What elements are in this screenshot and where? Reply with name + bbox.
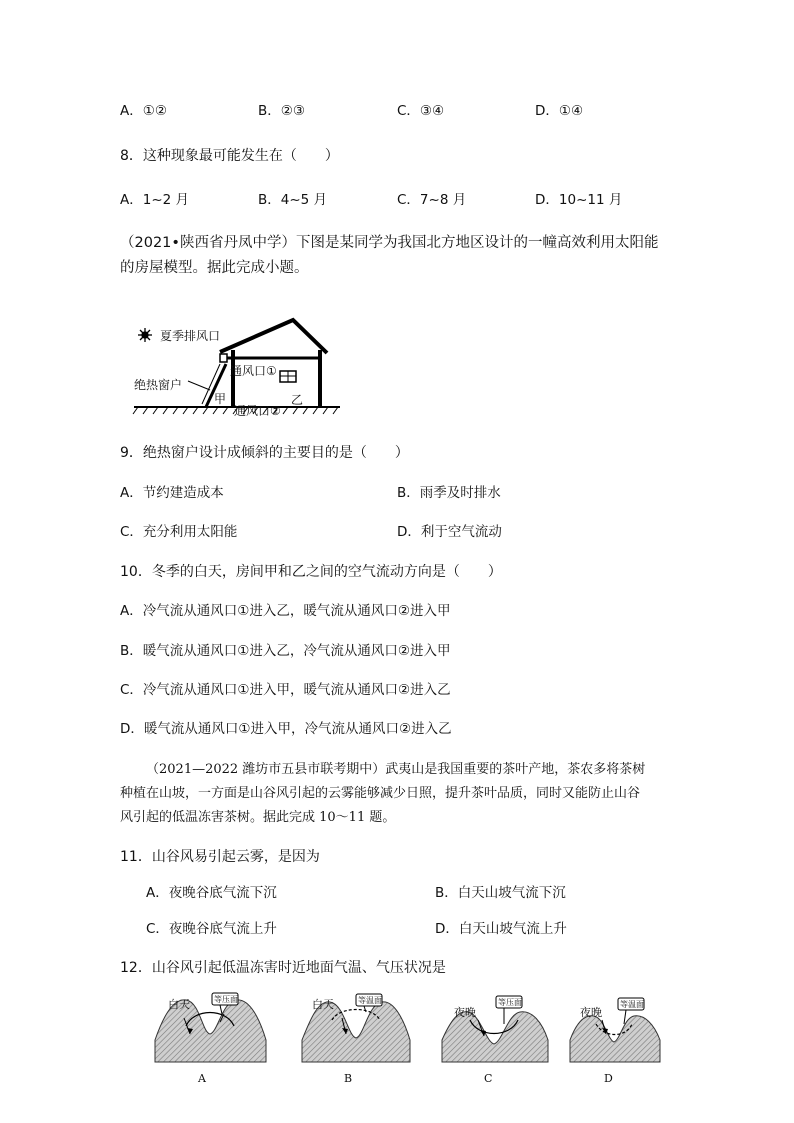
room-a-label: 甲 <box>214 392 227 406</box>
panel-c-callout: 等压面 <box>498 998 522 1007</box>
intro1-line2: 的房屋模型。据此完成小题。 <box>120 260 309 276</box>
q10-stem: 10．冬季的白天，房间甲和乙之间的空气流动方向是（ ） <box>120 564 502 580</box>
vent2-label: 通风口② <box>234 404 281 418</box>
panel-a-letter: A <box>198 1072 206 1085</box>
q8-stem: 8．这种现象最可能发生在（ ） <box>120 148 339 164</box>
valley-panel-c <box>438 990 553 1088</box>
intro1-line1: （2021•陕西省丹凤中学）下图是某同学为我国北方地区设计的一幢高效利用太阳能 <box>120 235 659 251</box>
q10-option-d: D．暖气流从通风口①进入甲，冷气流从通风口②进入乙 <box>120 721 452 737</box>
valley-panel-d <box>566 990 666 1088</box>
q7-option-a: A．①② <box>120 103 167 119</box>
q11-option-d: D．白天山坡气流上升 <box>435 921 567 937</box>
intro2-line1: （2021—2022 潍坊市五县市联考期中）武夷山是我国重要的茶叶产地，茶农多将茶树 <box>146 762 646 777</box>
panel-b-letter: B <box>344 1072 353 1085</box>
panel-d-time: 夜晚 <box>580 1006 602 1019</box>
q9-option-b: B．雨季及时排水 <box>397 485 501 501</box>
valley-panel-a <box>150 990 270 1088</box>
window-label: 绝热窗户 <box>134 378 183 392</box>
q9-option-c: C．充分利用太阳能 <box>120 524 238 540</box>
q11-option-b: B．白天山坡气流下沉 <box>435 885 566 901</box>
q8-option-a: A．1~2 月 <box>120 192 190 208</box>
summer-vent-label: 夏季排风口 <box>160 329 221 343</box>
q10-option-b: B．暖气流从通风口①进入乙，冷气流从通风口②进入甲 <box>120 643 451 659</box>
q8-option-c: C．7~8 月 <box>397 192 467 208</box>
panel-a-time: 白天 <box>168 998 190 1011</box>
intro2-line3: 风引起的低温冻害茶树。据此完成 10～11 题。 <box>120 810 396 825</box>
q11-stem: 11．山谷风易引起云雾，是因为 <box>120 849 320 865</box>
panel-d-callout: 等温面 <box>620 1000 644 1009</box>
q11-option-c: C．夜晚谷底气流上升 <box>146 921 277 937</box>
panel-a-callout: 等压面 <box>214 995 238 1004</box>
q9-stem: 9．绝热窗户设计成倾斜的主要目的是（ ） <box>120 445 409 461</box>
room-b-label: 乙 <box>291 393 304 407</box>
q9-option-d: D．利于空气流动 <box>397 524 502 540</box>
q7-option-b: B．②③ <box>258 103 305 119</box>
q8-option-d: D．10~11 月 <box>535 192 623 208</box>
panel-b-time: 白天 <box>312 998 334 1011</box>
q10-option-a: A．冷气流从通风口①进入乙，暖气流从通风口②进入甲 <box>120 603 451 619</box>
q8-option-b: B．4~5 月 <box>258 192 328 208</box>
q7-option-c: C．③④ <box>397 103 445 119</box>
panel-c-letter: C <box>484 1072 493 1085</box>
sun-icon <box>138 328 152 342</box>
panel-c-time: 夜晚 <box>454 1006 476 1019</box>
q11-option-a: A．夜晚谷底气流下沉 <box>146 885 277 901</box>
intro2-line2: 种植在山坡，一方面是山谷风引起的云雾能够减少日照，提升茶叶品质，同时又能防止山谷 <box>120 786 641 801</box>
panel-d-letter: D <box>604 1072 613 1085</box>
q9-option-a: A．节约建造成本 <box>120 485 224 501</box>
valley-panel-b <box>298 990 413 1088</box>
house-figure <box>130 308 345 428</box>
q12-stem: 12．山谷风引起低温冻害时近地面气温、气压状况是 <box>120 960 446 976</box>
q10-option-c: C．冷气流从通风口①进入甲，暖气流从通风口②进入乙 <box>120 682 451 698</box>
panel-b-callout: 等温面 <box>358 996 382 1005</box>
q7-option-d: D．①④ <box>535 103 584 119</box>
vent1-label: 通风口① <box>230 364 277 378</box>
